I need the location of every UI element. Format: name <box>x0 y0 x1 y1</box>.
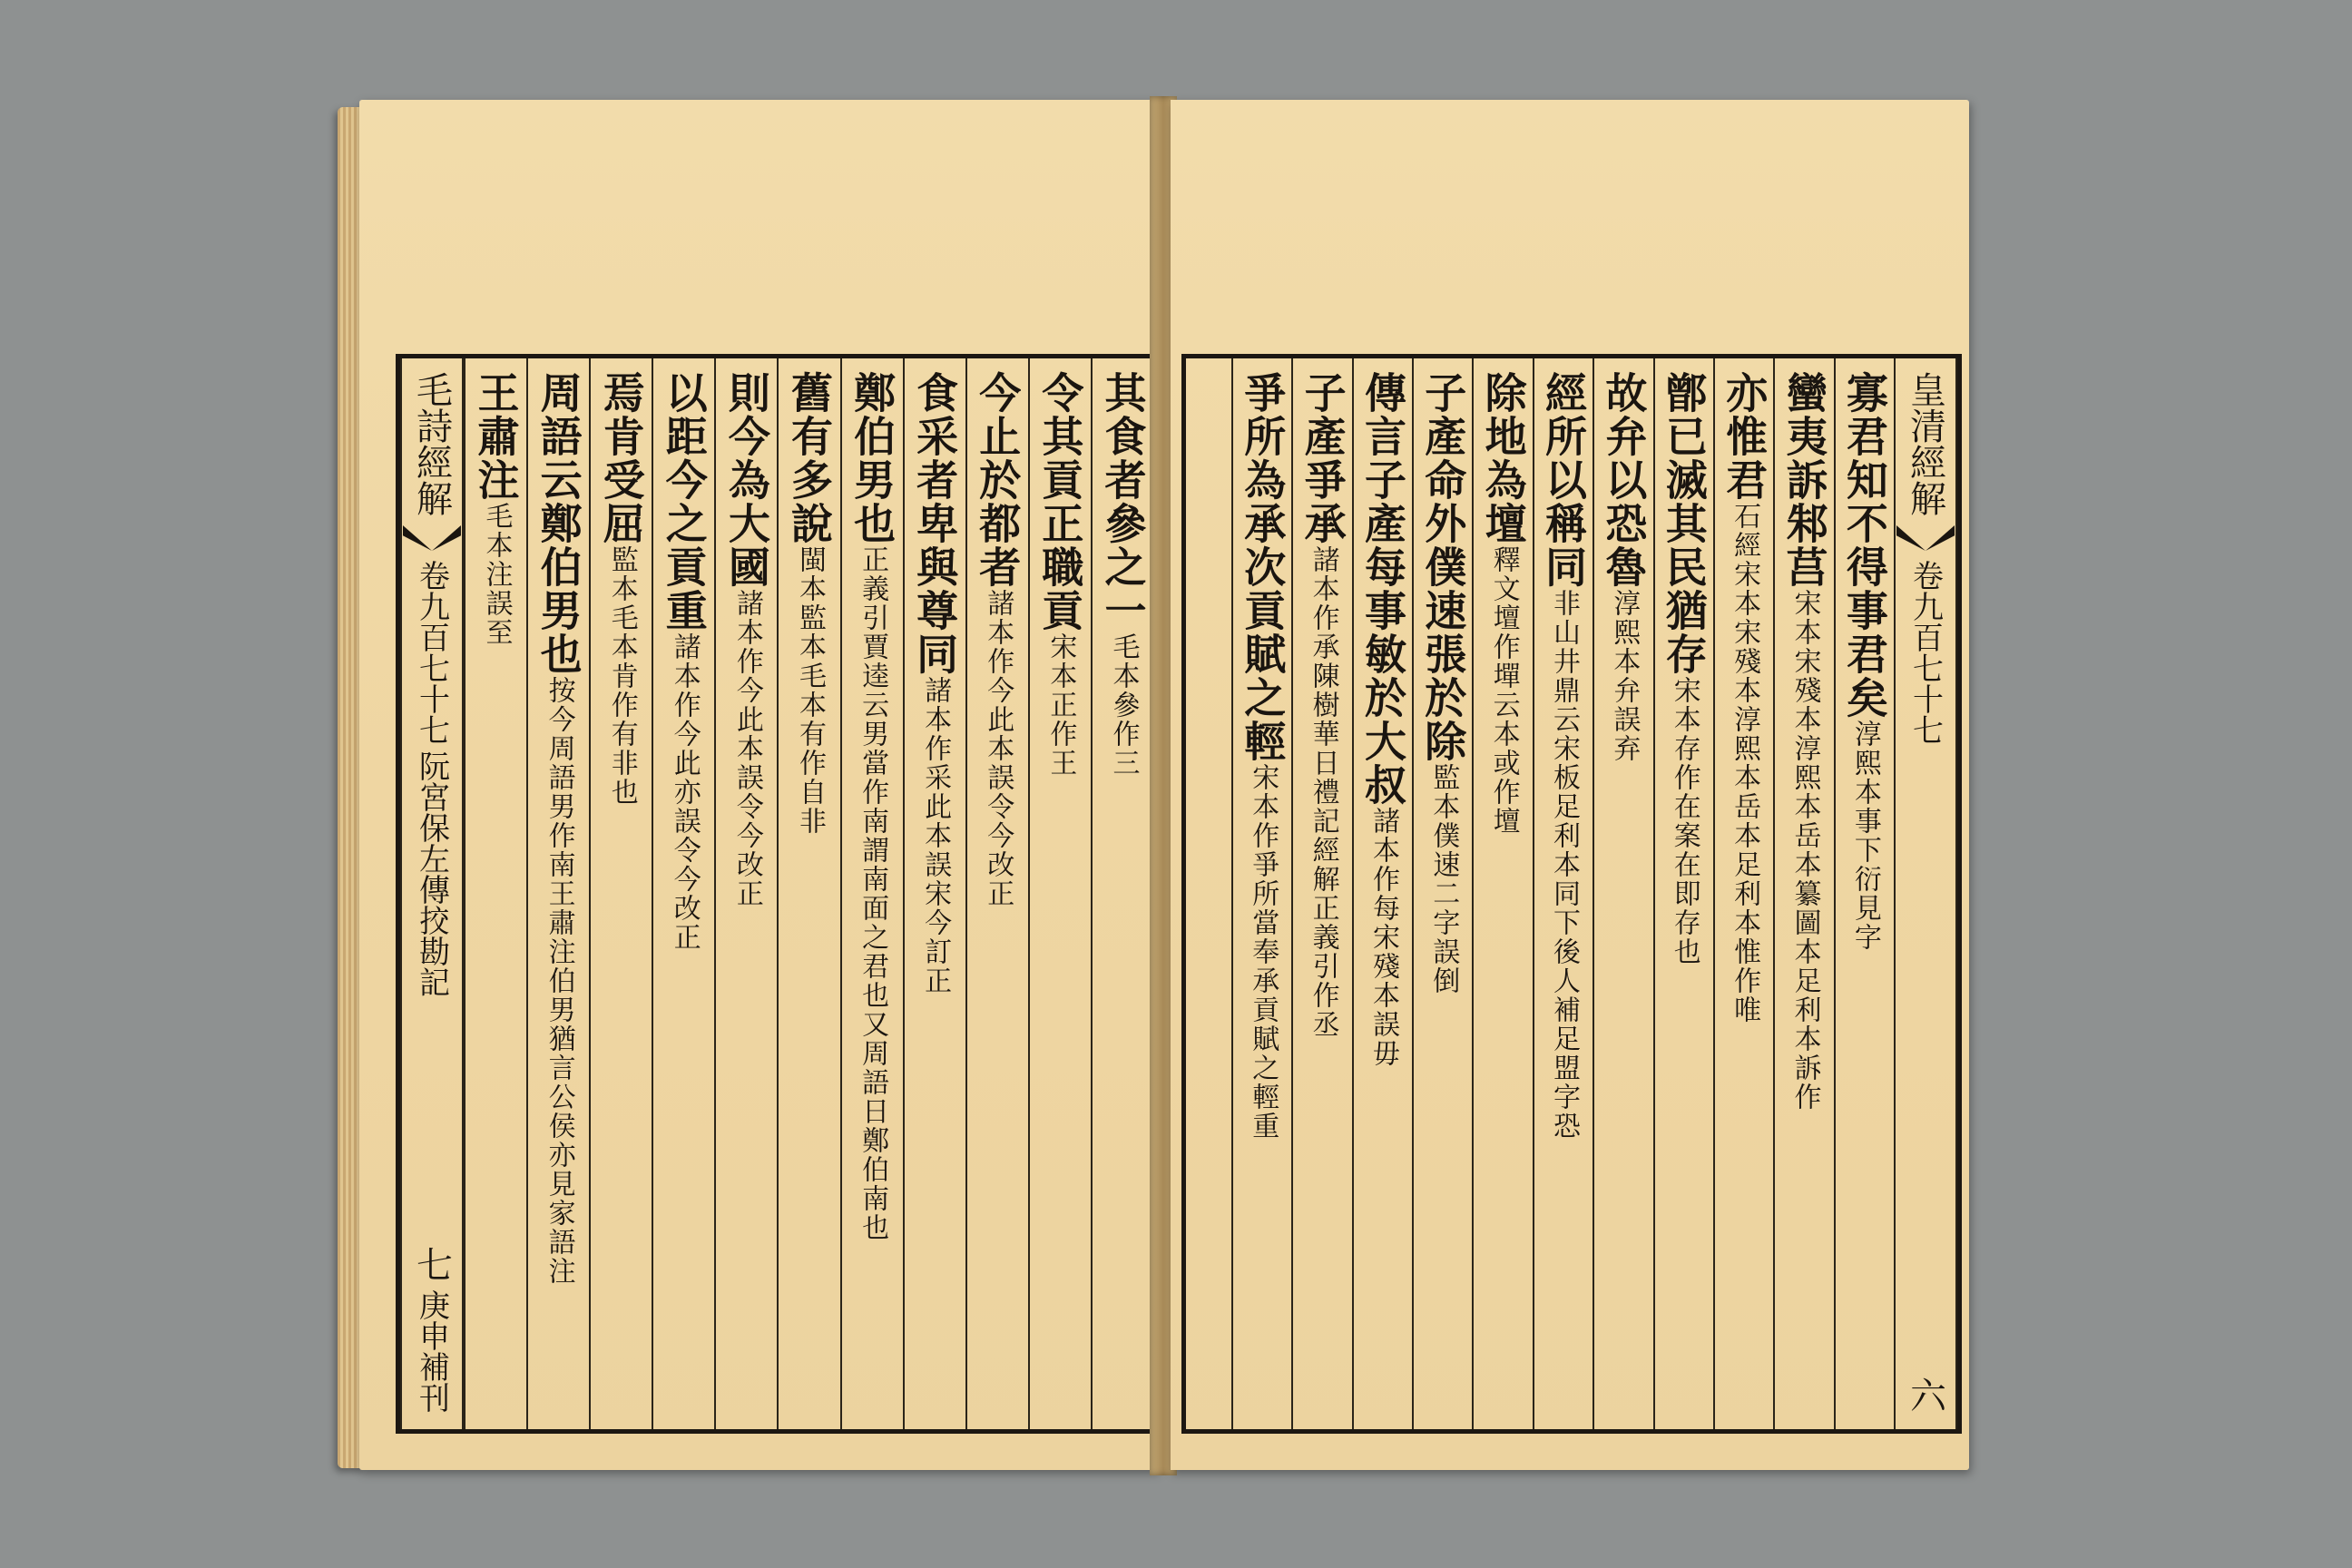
heart-page-number: 六 <box>1904 1377 1946 1413</box>
right-column-6: 經所以稱同非山井鼎云宋板足利本同下後人補足盟字恐 <box>1533 358 1592 1429</box>
right-page-heart <box>1894 358 1957 1429</box>
right-column-3: 亦惟君石經宋本宋殘本淳熙本岳本足利本惟作唯 <box>1713 358 1773 1429</box>
left-column-6: 舊有多說閩本監本毛本有作自非 <box>777 358 839 1429</box>
right-column-1: 寡君知不得事君矣淳熙本事下衍見字 <box>1834 358 1894 1429</box>
left-page-frame <box>396 354 1158 1434</box>
fish-tail-mark <box>403 525 461 551</box>
left-column-2: 令其貢正職貢宋本正作王 <box>1028 358 1091 1429</box>
left-page <box>359 100 1158 1470</box>
left-column-9: 焉肯受屈監本毛本肯作有非也 <box>589 358 652 1429</box>
right-column-2: 蠻夷訴邾莒宋本宋殘本淳熙本岳本纂圖本足利本訴作 <box>1773 358 1833 1429</box>
right-column-4: 鄫已滅其民猶存宋本存作在案在即存也 <box>1653 358 1713 1429</box>
right-column-11: 爭所為承次貢賦之輕宋本作爭所當奉承貢賦之輕重 <box>1231 358 1291 1429</box>
right-column-8: 子產命外僕速張於除監本僕速二字誤倒 <box>1412 358 1472 1429</box>
left-page-heart <box>400 358 464 1429</box>
right-page-frame <box>1181 354 1962 1434</box>
right-page <box>1171 100 1969 1470</box>
heart-subtitle: 阮宮保左傳挍勘記 <box>413 750 450 997</box>
fish-tail-mark <box>1896 525 1955 551</box>
heart-title: 皇清經解 <box>1904 371 1946 516</box>
left-column-1: 其食者參之一毛本參作三 <box>1091 358 1153 1429</box>
open-book <box>338 91 1971 1479</box>
left-column-5: 鄭伯男也正義引賈逵云男當作南謂南面之君也又周語日鄭伯南也 <box>840 358 903 1429</box>
right-column-blank <box>1186 358 1231 1429</box>
left-column-3: 今止於都者諸本作今此本誤令今改正 <box>965 358 1028 1429</box>
right-column-7: 除地為壇釋文壇作墠云本或作壇 <box>1472 358 1532 1429</box>
heart-page-number: 七 <box>410 1246 453 1282</box>
right-column-9: 傳言子產每事敏於大叔諸本作每宋殘本誤毋 <box>1352 358 1412 1429</box>
right-column-5: 故弁以恐魯淳熙本弁誤弃 <box>1592 358 1652 1429</box>
heart-volume: 卷九百七十七 <box>1906 560 1944 745</box>
left-column-8: 以距今之貢重諸本作今此亦誤令今改正 <box>652 358 714 1429</box>
left-column-7: 則今為大國諸本作今此本誤令今改正 <box>714 358 777 1429</box>
left-column-10: 周語云鄭伯男也按今周語男作南王肅注伯男猶言公侯亦見家語注 <box>526 358 589 1429</box>
right-column-10: 子產爭承諸本作承陳樹華日禮記經解正義引作丞 <box>1291 358 1351 1429</box>
heart-volume: 卷九百七十七 <box>413 560 450 745</box>
left-column-4: 食采者卑與尊同諸本作采此本誤宋今訂正 <box>903 358 965 1429</box>
heart-title: 毛詩經解 <box>410 371 453 516</box>
heart-note: 庚申補刊 <box>413 1289 450 1413</box>
left-column-11: 王肅注毛本注誤至 <box>464 358 526 1429</box>
